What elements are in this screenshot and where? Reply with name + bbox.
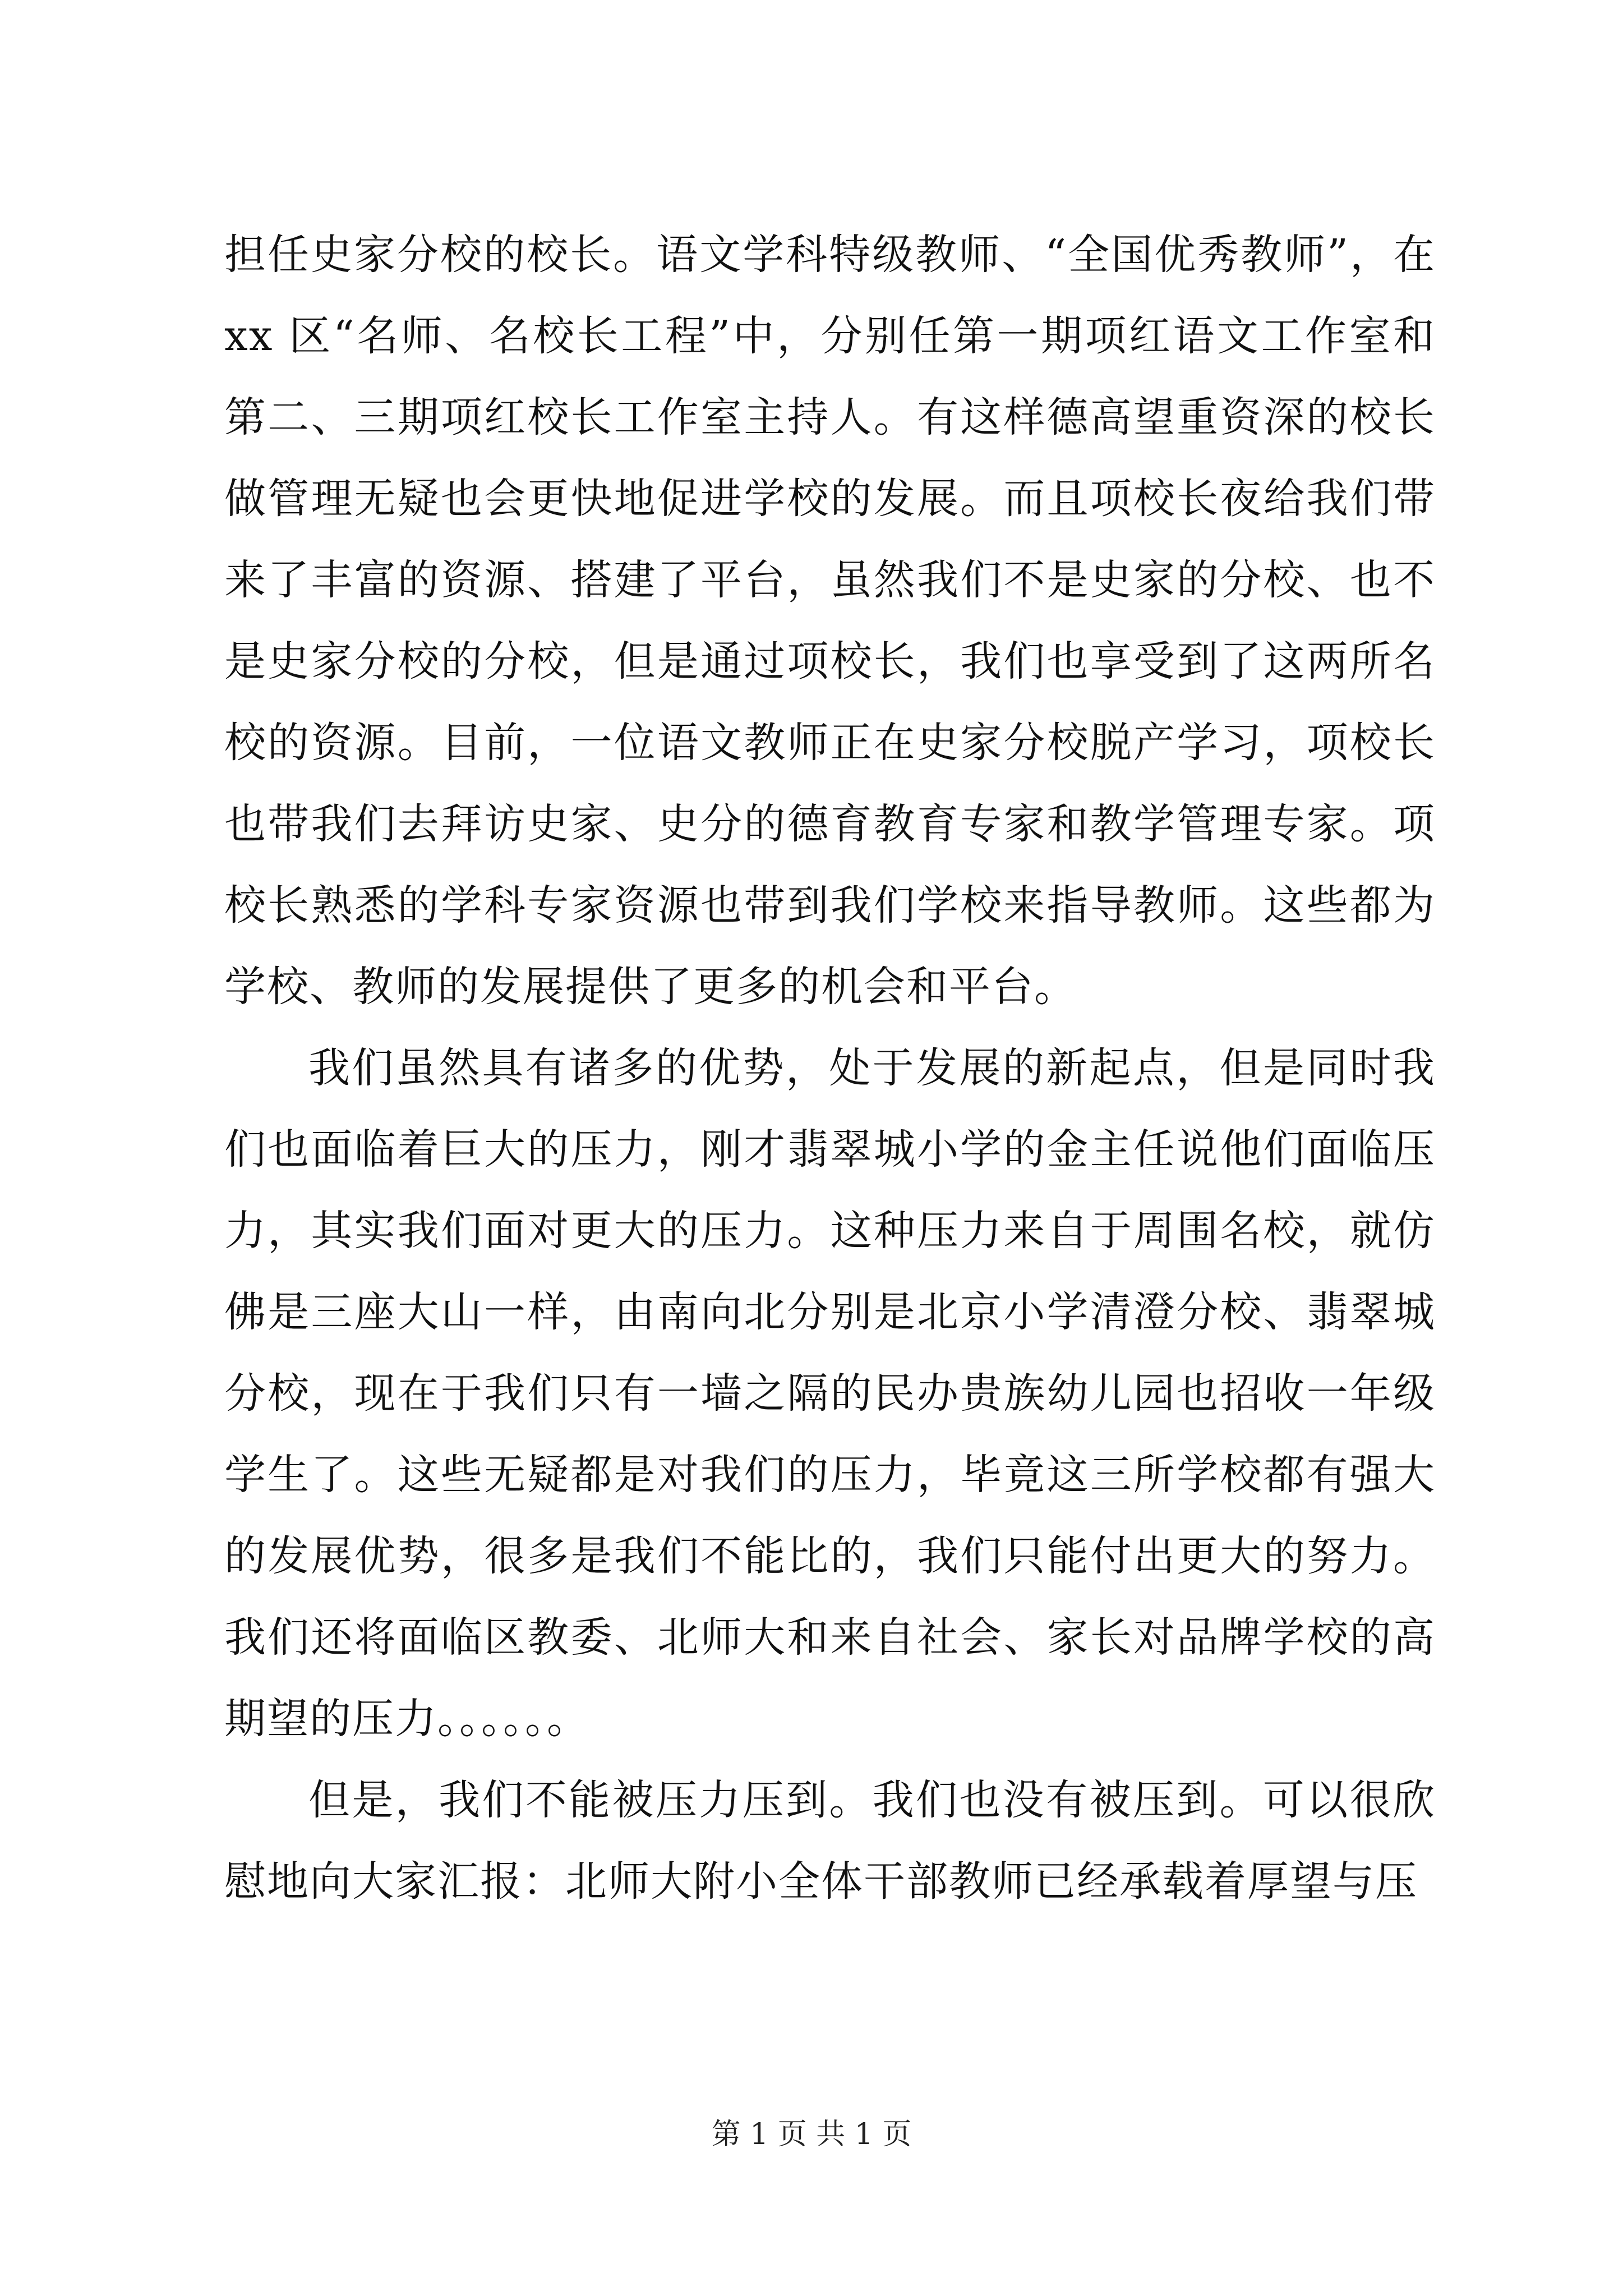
document-body — [224, 214, 1436, 1922]
paragraph-3: 但是，我们不能被压力压到。我们也没有被压到。可以很欣慰地向大家汇报：北师大附小全体干部教师已经承载着厚望与压 — [224, 1776, 1436, 1906]
paragraph-1: 担任史家分校的校长。语文学科特级教师、“全国优秀教师”，在 xx 区“名师、名校长工程”中，分别任第一期项红语文工作室和第二、三期项红校长工作室主持人。有这样德高望重资深的校长做管理无疑也会更快地促进学校的发展。而且项校长夜给我们带来了丰富的资源、搭建了平台，虽然我们不是史家的分校、也不是史家分校的分校，但是通过项校长，我们也享受到了这两所名校的资源。目前，一位语文教师正在史家分校脱产学习，项校长也带我们去拜访史家、史分的德育教育专家和教学管理专家。项校长熟悉的学科专家资源也带到我们学校来指导教师。这些都为学校、教师的发展提供了更多的机会和平台。 — [224, 231, 1436, 1011]
page-number-label: 第 1 页 共 1 页 — [711, 2118, 912, 2151]
paragraph-2: 我们虽然具有诸多的优势，处于发展的新起点，但是同时我们也面临着巨大的压力，刚才翡翠城小学的金主任说他们面临压力，其实我们面对更大的压力。这种压力来自于周围名校，就仿佛是三座大山一样，由南向北分别是北京小学清澄分校、翡翠城分校，现在于我们只有一墙之隔的民办贵族幼儿园也招收一年级学生了。这些无疑都是对我们的压力，毕竟这三所学校都有强大的发展优势，很多是我们不能比的，我们只能付出更大的努力。我们还将面临区教委、北师大和来自社会、家长对品牌学校的高期望的压力。。。。。。 — [224, 1044, 1436, 1743]
page-footer — [0, 2115, 1623, 2154]
